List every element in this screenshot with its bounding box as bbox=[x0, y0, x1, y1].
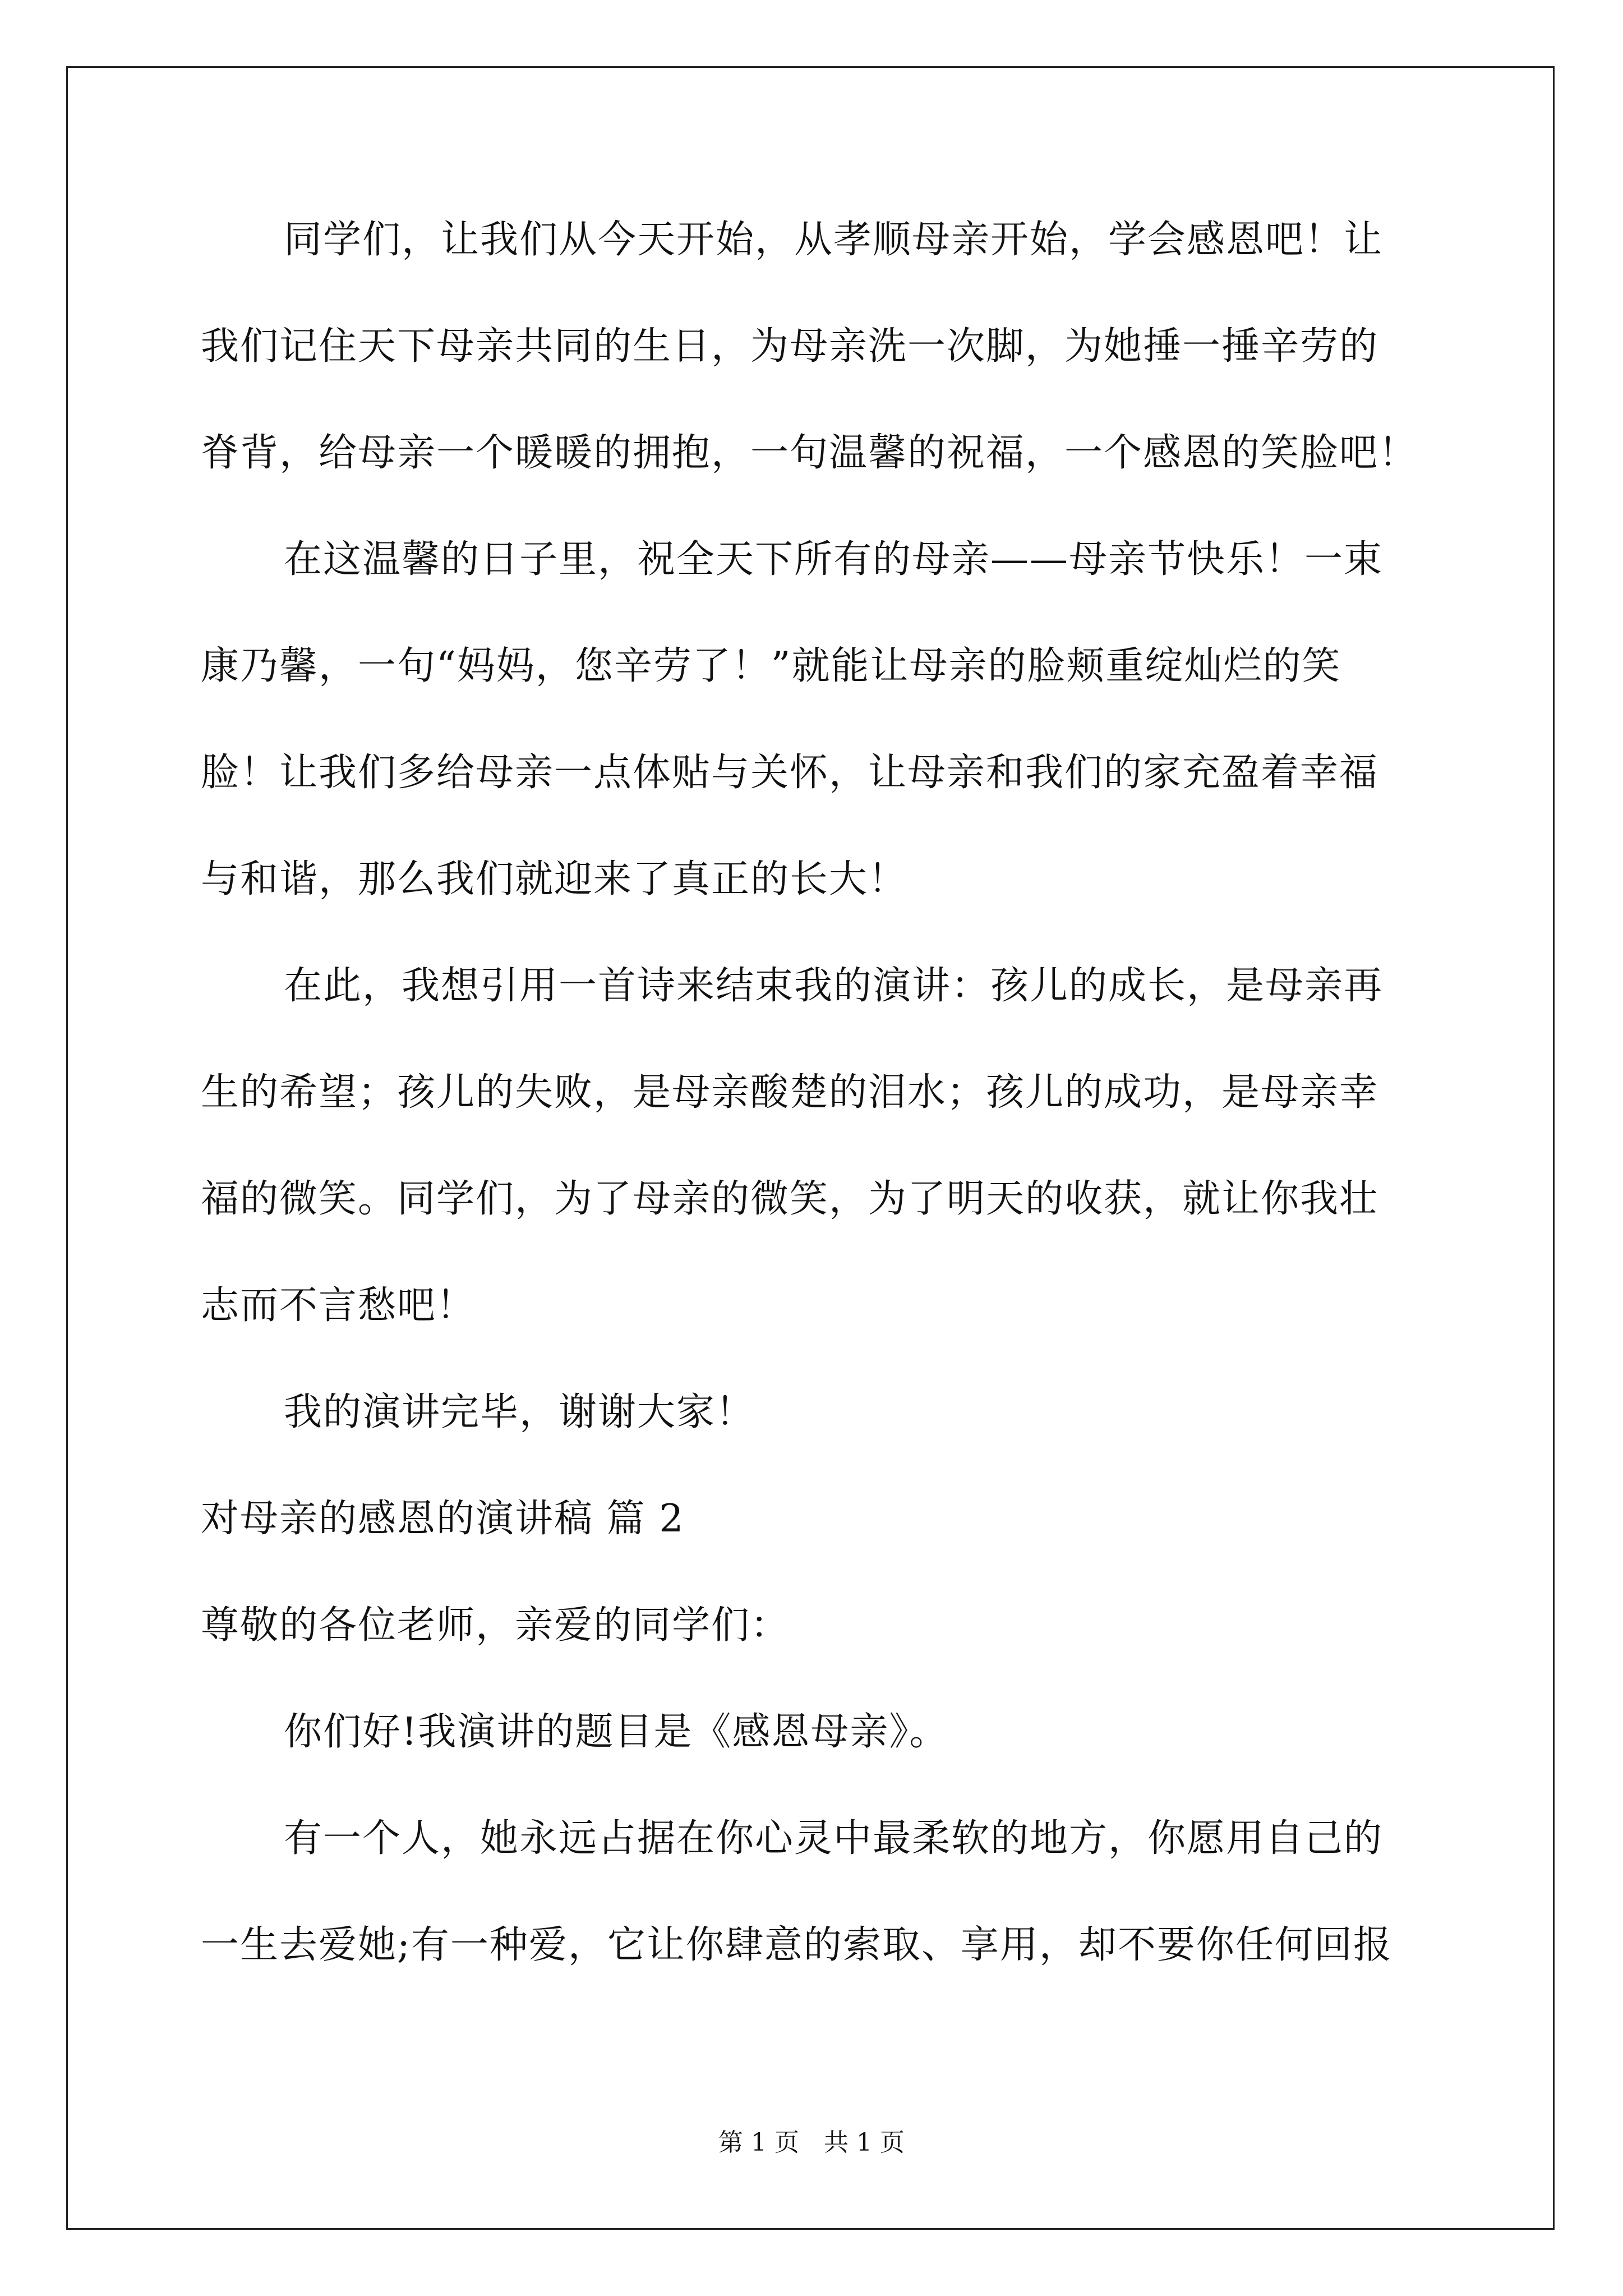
text-line: 我的演讲完毕，谢谢大家！ bbox=[284, 1390, 755, 1434]
text-line: 一生去爱她;有一种爱，它让你肆意的索取、享用，却不要你任何回报 bbox=[201, 1923, 1393, 1967]
text-line: 与和谐，那么我们就迎来了真正的长大！ bbox=[201, 857, 908, 901]
text-line: 有一个人，她永远占据在你心灵中最柔软的地方，你愿用自己的 bbox=[284, 1816, 1384, 1861]
text-line: 脸！让我们多给母亲一点体贴与关怀，让母亲和我们的家充盈着幸福 bbox=[201, 751, 1379, 795]
salutation: 尊敬的各位老师，亲爱的同学们： bbox=[201, 1603, 790, 1648]
text-line: 你们好!我演讲的题目是《感恩母亲》。 bbox=[284, 1710, 949, 1754]
text-line: 福的微笑。同学们，为了母亲的微笑，为了明天的收获，就让你我壮 bbox=[201, 1177, 1379, 1221]
section-heading: 对母亲的感恩的演讲稿 篇 2 bbox=[201, 1497, 685, 1541]
text-line: 在此，我想引用一首诗来结束我的演讲：孩儿的成长，是母亲再 bbox=[284, 964, 1384, 1008]
text-line: 志而不言愁吧！ bbox=[201, 1283, 476, 1328]
page-border bbox=[66, 66, 1555, 2230]
page-number: 第 1 页 共 1 页 bbox=[718, 2128, 905, 2157]
text-line: 同学们，让我们从今天开始，从孝顺母亲开始，学会感恩吧！让 bbox=[284, 218, 1384, 262]
text-line: 生的希望；孩儿的失败，是母亲酸楚的泪水；孩儿的成功，是母亲幸 bbox=[201, 1070, 1379, 1115]
text-line: 康乃馨，一句“妈妈，您辛劳了！”就能让母亲的脸颊重绽灿烂的笑 bbox=[201, 644, 1341, 688]
text-line: 脊背，给母亲一个暖暖的拥抱，一句温馨的祝福，一个感恩的笑脸吧！ bbox=[201, 431, 1418, 475]
text-line: 在这温馨的日子里，祝全天下所有的母亲——母亲节快乐！一束 bbox=[284, 537, 1384, 582]
text-line: 我们记住天下母亲共同的生日，为母亲洗一次脚，为她捶一捶辛劳的 bbox=[201, 324, 1379, 369]
